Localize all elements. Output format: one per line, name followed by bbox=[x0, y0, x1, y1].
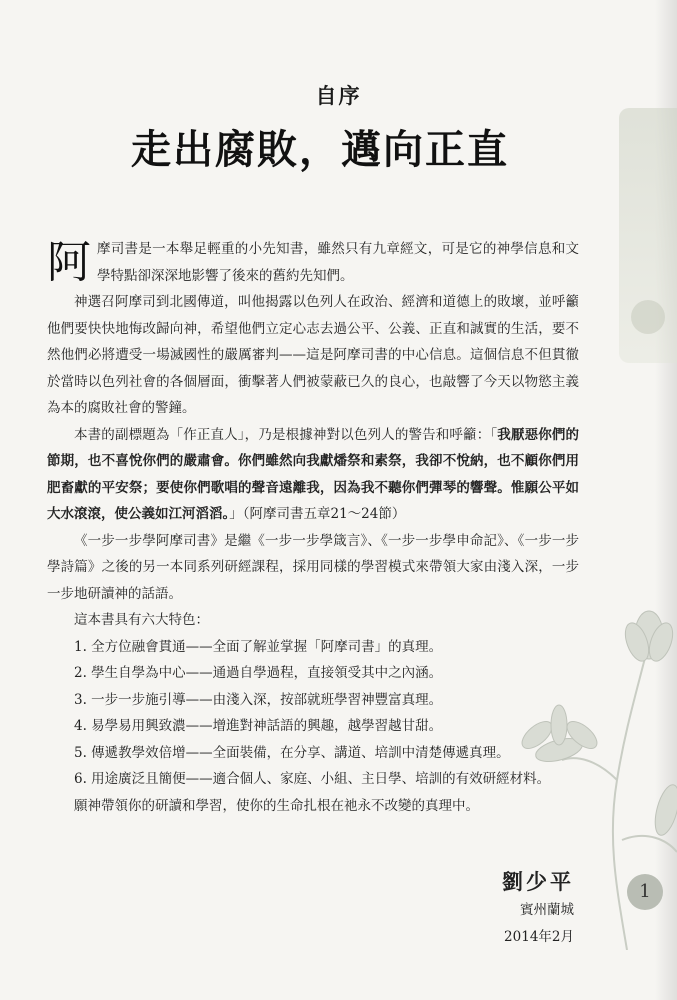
signature-block bbox=[374, 868, 574, 950]
paragraph-1-text: 摩司書是一本舉足輕重的小先知書，雖然只有九章經文，可是它的神學信息和文學特點卻深深地影響了後來的舊約先知們。 bbox=[97, 241, 579, 284]
list-item: 4. 易學易用興致濃——增進對神話語的興趣，越學習越甘甜。 bbox=[74, 718, 443, 734]
scripture-quote: 我厭惡你們的節期，也不喜悅你們的嚴肅會。你們雖然向我獻燔祭和素祭，我卻不悅納，也不顧你們用肥畜獻的平安祭；要使你們歌唱的聲音遠離我，因為我不聽你們彈琴的響聲。惟願公平如大水滾滾，使公義如江河滔滔。 bbox=[47, 426, 580, 522]
features-intro: 這本書具有六大特色： bbox=[74, 612, 209, 628]
list-item: 6. 用途廣泛且簡便——適合個人、家庭、小組、主日學、培訓的有效研經材料。 bbox=[74, 771, 551, 787]
closing-line: 願神帶領你的研讀和學習，使你的生命扎根在祂永不改變的真理中。 bbox=[74, 797, 479, 814]
page-number: 1 bbox=[627, 874, 663, 910]
paragraph-4: 《一步一步學阿摩司書》是繼《一步一步學箴言》、《一步一步學申命記》、《一步一步學詩篇》之後的另一本同系列研經課程，採用同樣的學習模式來帶領大家由淺入深，一步一步地研讀神的話語。 bbox=[47, 532, 579, 602]
page-title: 走出腐敗，邁向正直 bbox=[131, 126, 509, 173]
list-item: 3. 一步一步施引導——由淺入深，按部就班學習神豐富真理。 bbox=[74, 691, 443, 708]
paragraph-3-intro: 本書的副標題為「作正直人」，乃是根據神對以色列人的警告和呼籲：「 bbox=[74, 426, 498, 443]
author-place: 賓州蘭城 bbox=[520, 902, 574, 918]
author-date: 2014年2月 bbox=[504, 929, 574, 945]
list-item: 5. 傳遞教學效倍增——全面裝備，在分享、講道、培訓中清楚傳遞真理。 bbox=[74, 744, 510, 761]
drop-cap: 阿 bbox=[47, 237, 91, 288]
side-tab-circle bbox=[631, 300, 665, 334]
list-item: 2. 學生自學為中心——通過自學過程，直接領受其中之內涵。 bbox=[74, 665, 443, 681]
body-text bbox=[47, 236, 579, 819]
paragraph-2: 神選召阿摩司到北國傳道，叫他揭露以色列人在政治、經濟和道德上的敗壞，並呼籲他們要快快地悔改歸向神，希望他們立定心志去過公平、公義、正直和誠實的生活，要不然他們必將遭受一場滅國性的嚴厲審判——這是阿摩司書的中心信息。這個信息不但貫徹於當時以色列社會的各個層面，衝擊著人們被蒙蔽已久的良心，也敲響了今天以物慾主義為本的腐敗社會的警鐘。 bbox=[47, 294, 579, 416]
paragraph-1 bbox=[47, 236, 579, 289]
page-subtitle: 自序 bbox=[315, 83, 362, 108]
list-item: 1. 全方位融會貫通——全面了解並掌握「阿摩司書」的真理。 bbox=[74, 638, 443, 655]
features-list bbox=[47, 634, 579, 793]
scripture-reference: 」（阿摩司書五章21～24節） bbox=[229, 506, 406, 522]
author-name: 劉少平 bbox=[502, 869, 574, 894]
paragraph-3 bbox=[47, 422, 579, 528]
